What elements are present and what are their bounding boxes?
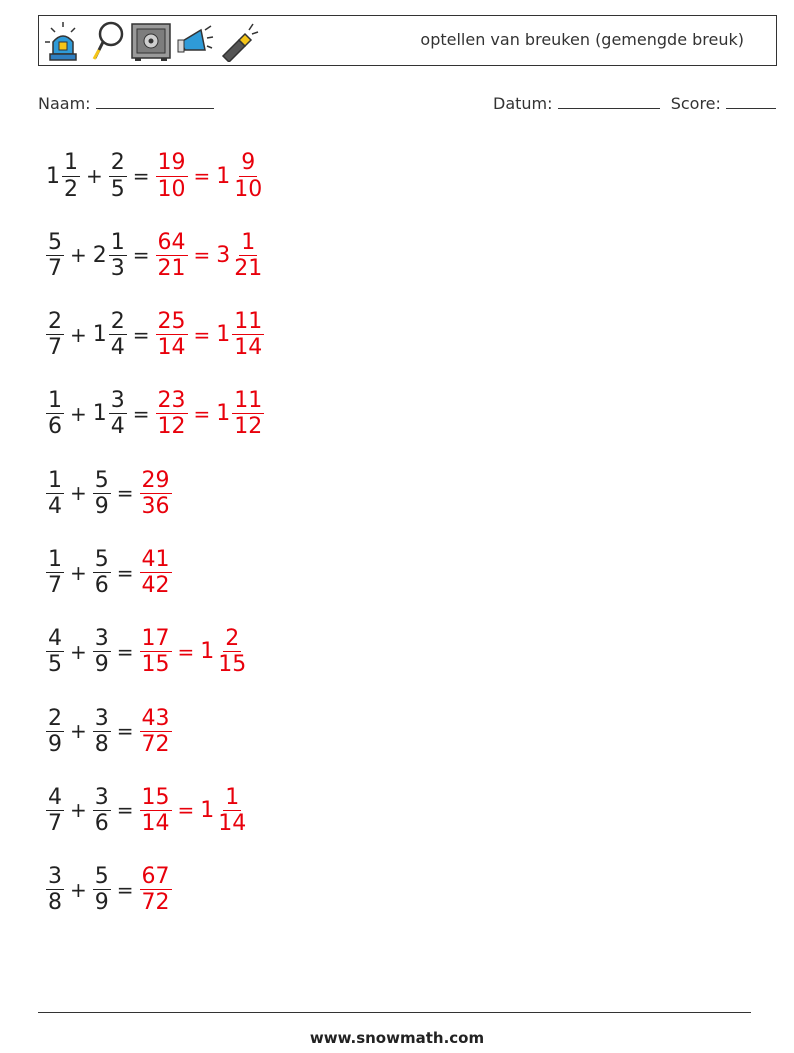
footer-divider (38, 1012, 751, 1013)
numerator: 5 (94, 546, 109, 572)
answer-whole-number: 1 (200, 797, 215, 823)
fraction-a (46, 548, 64, 597)
denominator: 10 (157, 176, 186, 202)
fraction-a (62, 151, 80, 200)
date-blank (558, 108, 660, 109)
plus-sign: + (70, 560, 87, 585)
denominator: 14 (141, 810, 170, 836)
fraction-a (46, 707, 64, 756)
numerator: 41 (141, 546, 170, 572)
numerator: 5 (94, 467, 109, 493)
fraction-a (46, 469, 64, 518)
header-icons (43, 20, 259, 62)
name-label: Naam: (38, 94, 91, 113)
denominator: 2 (64, 176, 78, 202)
denominator: 4 (48, 493, 62, 519)
fraction-b (93, 548, 111, 597)
problem-row (46, 622, 248, 682)
numerator: 2 (110, 150, 125, 176)
fraction-a (46, 627, 64, 676)
numerator: 2 (110, 309, 125, 334)
numerator: 1 (48, 546, 62, 572)
numerator: 17 (141, 626, 170, 652)
denominator: 4 (110, 335, 125, 361)
equals-sign: = (132, 243, 150, 268)
denominator: 12 (157, 414, 186, 440)
answer-mixed-fraction (216, 786, 248, 835)
numerator: 3 (94, 626, 109, 652)
whole-number: 1 (46, 163, 60, 189)
numerator: 29 (141, 467, 170, 493)
denominator: 21 (157, 255, 186, 281)
numerator: 43 (141, 705, 170, 731)
fraction-a (46, 865, 64, 914)
score-blank (726, 108, 776, 109)
answer-mixed-fraction (232, 389, 264, 438)
date-score-field (493, 94, 776, 113)
denominator: 14 (157, 335, 186, 361)
denominator: 8 (94, 731, 109, 757)
denominator: 6 (94, 573, 109, 598)
numerator: 1 (110, 229, 125, 255)
equals-sign: = (116, 481, 134, 506)
equals-sign: = (116, 877, 134, 902)
answer-mixed-fraction (216, 627, 248, 676)
answer-mixed-fraction (232, 151, 264, 200)
denominator: 5 (48, 652, 62, 678)
problem-row (46, 384, 264, 444)
numerator: 25 (157, 309, 186, 334)
footer-url: www.snowmath.com (309, 1029, 485, 1047)
numerator: 5 (48, 229, 62, 255)
numerator: 4 (48, 626, 62, 652)
megaphone-icon (175, 20, 215, 62)
denominator: 42 (141, 573, 170, 598)
numerator: 15 (141, 784, 170, 810)
numerator: 2 (225, 626, 240, 652)
problem-row (46, 780, 248, 840)
denominator: 36 (141, 493, 170, 519)
numerator: 3 (48, 864, 62, 890)
fraction-b (93, 707, 111, 756)
numerator: 1 (241, 229, 256, 255)
numerator: 11 (234, 388, 263, 414)
equals-sign: = (193, 401, 211, 426)
denominator: 7 (48, 573, 62, 598)
numerator: 19 (157, 150, 186, 176)
fraction-a (46, 310, 64, 359)
siren-icon (43, 20, 83, 62)
denominator: 8 (48, 890, 62, 916)
denominator: 7 (48, 335, 62, 361)
numerator: 1 (48, 467, 62, 493)
whole-number: 1 (92, 322, 107, 348)
numerator: 3 (94, 705, 109, 731)
denominator: 9 (94, 493, 109, 519)
magnifier-icon (87, 20, 127, 62)
denominator: 5 (110, 176, 125, 202)
numerator: 5 (94, 864, 109, 890)
equals-sign: = (132, 401, 150, 426)
denominator: 7 (48, 810, 62, 836)
plus-sign: + (70, 322, 87, 347)
worksheet-header (38, 15, 777, 66)
answer-fraction (156, 231, 188, 280)
denominator: 14 (218, 810, 247, 836)
equals-sign: = (116, 719, 134, 744)
answer-whole-number: 1 (216, 322, 231, 348)
denominator: 12 (234, 414, 263, 440)
equals-sign: = (193, 322, 211, 347)
denominator: 14 (234, 335, 263, 361)
equals-sign: = (177, 798, 195, 823)
whole-number: 2 (92, 242, 107, 268)
answer-whole-number: 1 (200, 639, 215, 665)
answer-fraction (156, 389, 188, 438)
denominator: 3 (110, 255, 125, 281)
date-label: Datum: (493, 94, 553, 113)
problem-row (46, 146, 264, 206)
denominator: 9 (94, 652, 109, 678)
numerator: 4 (48, 784, 62, 810)
numerator: 2 (48, 705, 62, 731)
fraction-b (109, 389, 127, 438)
denominator: 4 (110, 414, 125, 440)
name-field (38, 94, 214, 113)
answer-fraction (156, 310, 188, 359)
answer-fraction (140, 627, 172, 676)
answer-whole-number: 1 (216, 163, 231, 189)
equals-sign: = (193, 164, 211, 188)
problem-row (46, 860, 172, 920)
numerator: 67 (141, 864, 170, 890)
answer-whole-number: 1 (216, 401, 231, 427)
denominator: 21 (234, 255, 263, 281)
fraction-a (46, 231, 64, 280)
problem-row (46, 463, 172, 523)
answer-fraction (140, 548, 172, 597)
score-label: Score: (670, 94, 721, 113)
numerator: 1 (225, 784, 240, 810)
answer-fraction (156, 151, 188, 200)
equals-sign: = (116, 560, 134, 585)
denominator: 15 (141, 652, 170, 678)
fraction-b (93, 469, 111, 518)
fraction-b (93, 865, 111, 914)
equals-sign: = (116, 798, 134, 823)
problem-row (46, 701, 172, 761)
problem-row (46, 543, 172, 603)
plus-sign: + (70, 877, 87, 902)
denominator: 15 (218, 652, 247, 678)
plus-sign: + (70, 798, 87, 823)
fraction-b (93, 627, 111, 676)
whole-number: 1 (92, 401, 107, 427)
flashlight-icon (219, 20, 259, 62)
equals-sign: = (177, 639, 195, 664)
numerator: 3 (94, 784, 109, 810)
denominator: 72 (141, 890, 170, 916)
fraction-b (109, 310, 127, 359)
numerator: 64 (157, 229, 186, 255)
equals-sign: = (116, 639, 134, 664)
answer-mixed-fraction (232, 231, 264, 280)
equals-sign: = (132, 322, 150, 347)
plus-sign: + (70, 243, 87, 268)
safe-icon (131, 20, 171, 62)
fraction-b (109, 231, 127, 280)
equals-sign: = (193, 243, 211, 268)
name-blank (96, 108, 214, 109)
plus-sign: + (70, 639, 87, 664)
denominator: 6 (48, 414, 62, 440)
numerator: 11 (234, 309, 263, 334)
answer-fraction (140, 865, 172, 914)
denominator: 9 (48, 731, 62, 757)
worksheet-title: optellen van breuken (gemengde breuk) (420, 30, 744, 49)
fraction-b (109, 151, 127, 200)
numerator: 1 (64, 150, 78, 176)
answer-fraction (140, 786, 172, 835)
fraction-a (46, 389, 64, 438)
fraction-b (93, 786, 111, 835)
answer-fraction (140, 707, 172, 756)
numerator: 23 (157, 388, 186, 414)
numerator: 3 (110, 388, 125, 414)
denominator: 7 (48, 255, 62, 281)
numerator: 2 (48, 309, 62, 334)
problem-row (46, 225, 264, 285)
plus-sign: + (70, 719, 87, 744)
numerator: 1 (48, 388, 62, 414)
problem-row (46, 305, 264, 365)
answer-mixed-fraction (232, 310, 264, 359)
answer-fraction (140, 469, 172, 518)
denominator: 10 (234, 176, 263, 202)
denominator: 6 (94, 810, 109, 836)
denominator: 72 (141, 731, 170, 757)
equals-sign: = (132, 164, 150, 188)
numerator: 9 (241, 150, 256, 176)
plus-sign: + (86, 164, 103, 188)
denominator: 9 (94, 890, 109, 916)
plus-sign: + (70, 401, 87, 426)
fraction-a (46, 786, 64, 835)
answer-whole-number: 3 (216, 242, 231, 268)
plus-sign: + (70, 481, 87, 506)
